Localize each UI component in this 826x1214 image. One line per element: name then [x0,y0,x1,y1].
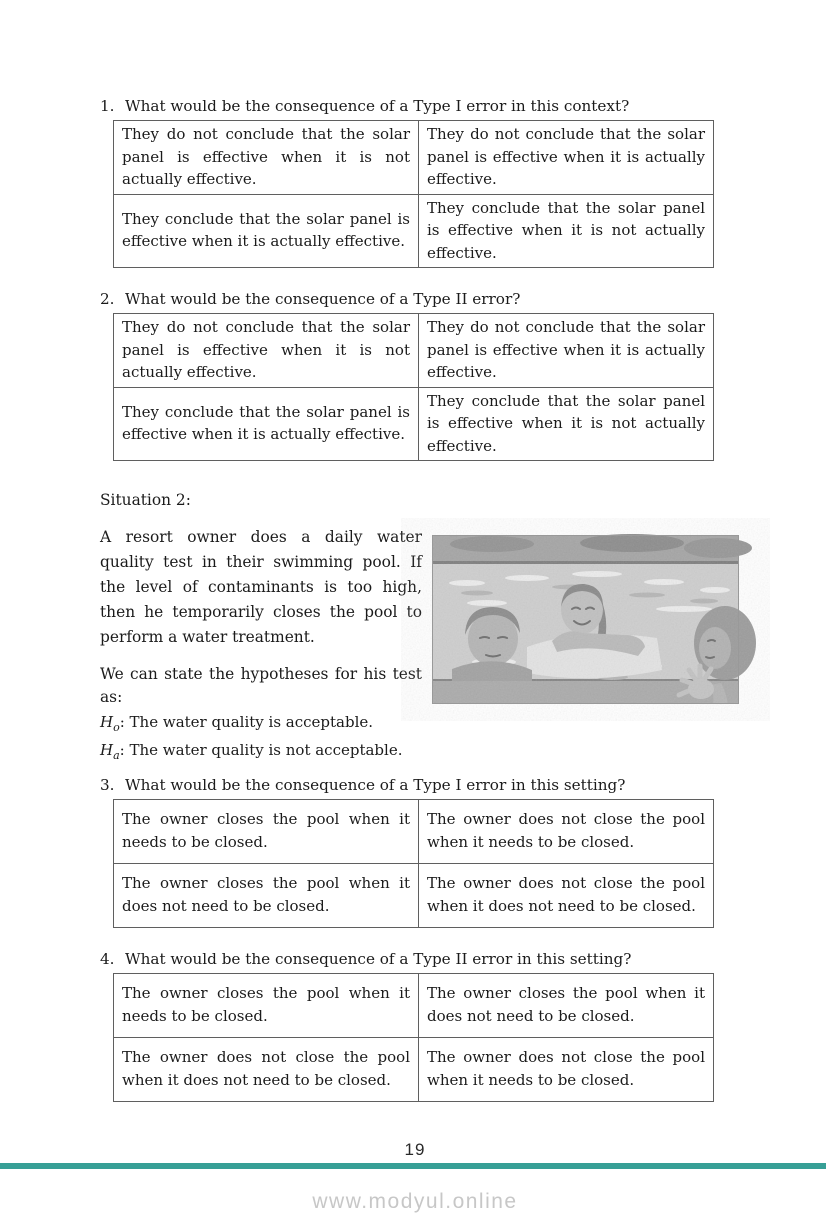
answer-cell: They do not conclude that the solar panel is effective when it is not actually effective. [114,121,419,195]
null-hypothesis-symbol: H [100,713,114,731]
answer-cell: They do not conclude that the solar panel is effective when it is actually effective. [419,314,714,388]
bottom-accent-bar [0,1163,826,1169]
question-4 [100,950,730,1102]
answer-cell: The owner does not close the pool when it does not need to be closed. [419,864,714,928]
answer-cell: They conclude that the solar panel is effective when it is not actually effective. [419,387,714,461]
alt-hypothesis-subscript: a [113,749,120,762]
table-row [114,800,714,864]
answer-table-2 [113,313,714,461]
table-row [114,121,714,195]
answer-cell: The owner does not close the pool when it needs to be closed. [419,1038,714,1102]
question-number: 2. [100,290,115,308]
situation-2-section [100,491,730,767]
answer-table-4 [113,973,714,1102]
page-number: 19 [404,1140,426,1159]
answer-cell: The owner closes the pool when it does not need to be closed. [114,864,419,928]
answer-cell: The owner closes the pool when it does not need to be closed. [419,974,714,1038]
answer-cell: The owner does not close the pool when it needs to be closed. [419,800,714,864]
question-number: 1. [100,97,115,115]
question-text: What would be the consequence of a Type I error in this setting? [125,776,626,794]
answer-cell: They do not conclude that the solar panel is effective when it is actually effective. [419,121,714,195]
alt-hypothesis-symbol: H [100,741,114,759]
question-3 [100,776,730,928]
question-number: 4. [100,950,115,968]
watermark-text: www.modyul.online [312,1190,518,1213]
answer-cell: They do not conclude that the solar panel is effective when it is not actually effective. [114,314,419,388]
question-text: What would be the consequence of a Type I error in this context? [125,97,630,115]
answer-cell: The owner closes the pool when it needs to be closed. [114,800,419,864]
question-4-line [100,950,730,969]
situation-text-column [100,525,422,767]
table-row [114,387,714,461]
question-2 [100,290,730,461]
alt-hypothesis [100,739,422,767]
table-row [114,974,714,1038]
question-number: 3. [100,776,115,794]
null-hypothesis-subscript: o [113,721,120,734]
table-row [114,314,714,388]
table-row [114,194,714,268]
answer-cell: They conclude that the solar panel is effective when it is not actually effective. [419,194,714,268]
answer-cell: They conclude that the solar panel is effective when it is actually effective. [114,387,419,461]
situation-paragraph: A resort owner does a daily water quality test in their swimming pool. If the level of contaminants is too high, then he temporarily closes the pool to perform a water treatment. [100,528,422,646]
situation-image-column [432,535,739,704]
null-hypothesis-statement: : The water quality is acceptable. [119,713,374,731]
question-text: What would be the consequence of a Type II error? [125,290,521,308]
question-3-line [100,776,730,795]
question-text: What would be the consequence of a Type II error in this setting? [125,950,632,968]
table-row [114,1038,714,1102]
null-hypothesis [100,711,422,739]
answer-table-3 [113,799,714,928]
alt-hypothesis-statement: : The water quality is not acceptable. [119,741,403,759]
answer-cell: They conclude that the solar panel is effective when it is actually effective. [114,194,419,268]
situation-row [100,525,730,767]
hypotheses-intro: We can state the hypotheses for his test as: [100,665,422,706]
answer-cell: The owner does not close the pool when it does not need to be closed. [114,1038,419,1102]
answer-cell: The owner closes the pool when it needs to be closed. [114,974,419,1038]
question-1 [100,97,730,268]
answer-table-1 [113,120,714,268]
children-swimming-pool-photo [432,535,739,704]
table-row [114,864,714,928]
situation-heading: Situation 2: [100,491,191,509]
question-2-line [100,290,730,309]
question-1-line [100,97,730,116]
